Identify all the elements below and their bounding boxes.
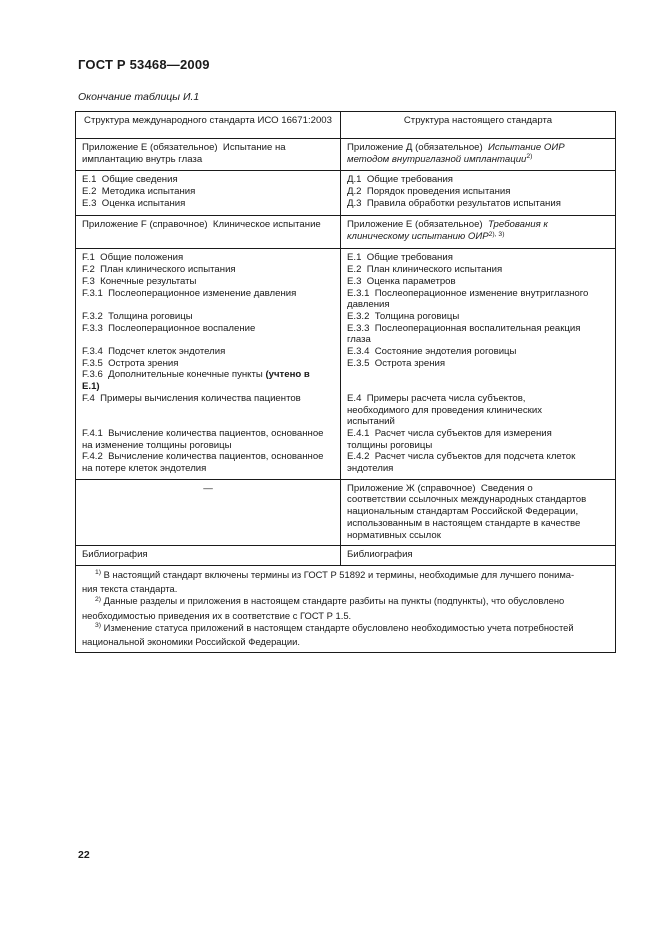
text-segment: F.3.2 Толщина роговицы	[82, 310, 193, 322]
text-segment: F.4 Примеры вычисления количества пациентов	[82, 392, 301, 404]
text-line	[347, 276, 609, 288]
footnote-1	[82, 569, 609, 595]
cell-iso-bibliography	[76, 546, 341, 566]
cell-iso-appendix-f	[76, 216, 341, 249]
text-segment: использованным в настоящем стандарте в качестве	[347, 517, 581, 529]
text-segment: Д.2 Порядок проведения испытания	[347, 186, 511, 198]
text-segment: на потере клеток эндотелия	[82, 463, 207, 475]
text-line	[82, 463, 334, 475]
text-segment: Приложение Ж (справочное) Сведения о	[347, 482, 533, 494]
text-segment: Е.3.5 Острота зрения	[347, 357, 446, 369]
cell-ru-appendix-e	[341, 216, 616, 249]
text-line	[347, 174, 609, 186]
text-line	[347, 506, 609, 518]
doc-code-title: ГОСТ Р 53468—2009	[78, 57, 210, 72]
text-line	[347, 451, 609, 463]
text-line	[347, 369, 609, 381]
table-row	[76, 546, 616, 566]
table-row	[76, 171, 616, 216]
text-segment: клиническому испытанию ОИР	[347, 231, 489, 243]
table-row	[76, 479, 616, 546]
text-line	[347, 494, 609, 506]
text-segment: F.3.6 Дополнительные конечные пункты	[82, 369, 266, 381]
text-line	[347, 323, 609, 335]
text-segment: имплантацию внутрь глаза	[82, 153, 203, 165]
cell-ru-appendix-e-items	[341, 249, 616, 479]
table-row	[76, 216, 616, 249]
text-line	[347, 518, 609, 530]
text-line	[347, 405, 609, 417]
text-line	[347, 416, 609, 428]
text-segment: Е.3.1 Послеоперационное изменение внутриглазного	[347, 287, 589, 299]
text-line	[82, 405, 334, 417]
text-segment: Е.4 Примеры расчета числа субъектов,	[347, 392, 526, 404]
text-line	[347, 346, 609, 358]
text-segment: Библиография	[82, 549, 148, 561]
text-line	[82, 198, 334, 210]
text-segment: Е.4.2 Расчет числа субъектов для подсчета клеток	[347, 451, 576, 463]
text-segment: (учтено в	[265, 369, 310, 381]
footnotes-cell	[76, 565, 616, 652]
text-segment: F.2 План клинического испытания	[82, 264, 236, 276]
footnote-2	[82, 595, 609, 621]
text-segment: Приложение Е (обязательное)	[347, 219, 488, 231]
text-line	[82, 583, 609, 595]
text-segment: Е.3.4 Состояние эндотелия роговицы	[347, 346, 517, 358]
text-line	[82, 142, 334, 154]
text-line	[82, 154, 334, 166]
text-segment: Приложение Д (обязательное)	[347, 142, 489, 153]
text-segment: F.3 Конечные результаты	[82, 275, 197, 287]
text-line	[347, 483, 609, 495]
text-line	[82, 186, 334, 198]
text-segment: Приложение F (справочное) Клиническое испытание	[82, 219, 321, 231]
text-line	[82, 323, 334, 335]
comparison-table	[75, 111, 616, 653]
text-line	[347, 198, 609, 210]
text-line	[347, 219, 609, 231]
table-row	[76, 249, 616, 479]
footnote-marker: 2)	[95, 595, 102, 603]
text-line	[82, 381, 334, 393]
text-segment: Е.1 Общие требования	[347, 252, 453, 264]
text-segment: F.3.4 Подсчет клеток эндотелия	[82, 346, 226, 358]
text-segment: Е.2 Методика испытания	[82, 186, 196, 198]
text-line	[347, 381, 609, 393]
text-line	[82, 346, 334, 358]
text-segment: нормативных ссылок	[347, 529, 441, 541]
header-cell-iso-structure: Структура международного стандарта ИСО 16671:2003	[76, 112, 341, 139]
text-line	[347, 358, 609, 370]
text-line	[347, 264, 609, 276]
cell-iso-appendix-f-items	[76, 249, 341, 479]
text-segment: F.4.1 Вычисление количества пациентов, основанное	[82, 427, 324, 439]
text-line	[82, 483, 334, 495]
text-line	[82, 288, 334, 300]
cell-ru-appendix-d	[341, 139, 616, 171]
text-segment: национальным стандартам Российской Федерации,	[347, 506, 579, 518]
text-segment: Е.3 Оценка параметров	[347, 275, 456, 287]
text-line	[82, 595, 609, 609]
text-line	[347, 288, 609, 300]
text-segment: Изменение статуса приложений в настоящем стандарте обусловлено необходимостью учета потребностей	[101, 621, 574, 633]
text-segment: F.3.3 Послеоперационное воспаление	[82, 322, 256, 334]
page-number: 22	[78, 849, 90, 861]
cell-ru-appendix-zh	[341, 479, 616, 546]
text-line	[82, 311, 334, 323]
text-line	[347, 154, 609, 167]
text-segment: В настоящий стандарт включены термины из ГОСТ Р 51892 и термины, необходимые для лучшего понима-	[101, 568, 575, 580]
text-segment: Д.1 Общие требования	[347, 174, 454, 186]
text-segment: Е.1)	[82, 381, 100, 393]
text-line	[82, 299, 334, 311]
text-line	[82, 636, 609, 648]
footnote-marker: 3)	[95, 622, 102, 630]
text-line	[347, 231, 609, 244]
text-line	[82, 440, 334, 452]
text-segment: соответствии ссылочных международных стандартов	[347, 494, 587, 506]
footnote-3	[82, 622, 609, 648]
text-line	[347, 393, 609, 405]
text-line	[347, 299, 609, 311]
text-segment: Е.1 Общие сведения	[82, 174, 178, 186]
text-line	[82, 334, 334, 346]
text-segment: методом внутриглазной имплантации	[347, 153, 527, 165]
text-segment: глаза	[347, 334, 371, 346]
text-line	[82, 393, 334, 405]
text-segment: национальной экономики Российской Федерации.	[82, 636, 300, 647]
footnote-marker: 2), 3)	[488, 230, 505, 238]
text-segment: толщины роговицы	[347, 439, 433, 451]
text-segment: Требования к	[487, 219, 548, 231]
text-line	[347, 530, 609, 542]
text-line	[347, 334, 609, 346]
text-line	[82, 358, 334, 370]
text-segment: на изменение толщины роговицы	[82, 439, 232, 451]
text-line	[82, 276, 334, 288]
text-segment: F.3.1 Послеоперационное изменение давления	[82, 287, 297, 299]
text-line	[347, 252, 609, 264]
text-segment: F.4.2 Вычисление количества пациентов, основанное	[82, 451, 324, 463]
text-segment	[82, 569, 95, 580]
text-segment: F.3.5 Острота зрения	[82, 357, 179, 369]
cell-iso-appendix-e	[76, 139, 341, 171]
text-line	[82, 549, 334, 561]
text-segment: ния текста стандарта.	[82, 583, 178, 595]
text-line	[347, 311, 609, 323]
text-line	[347, 463, 609, 475]
text-segment: Е.4.1 Расчет числа субъектов для измерения	[347, 427, 552, 439]
cell-iso-appendix-e-items	[76, 171, 341, 216]
text-segment: —	[203, 482, 213, 494]
text-line	[82, 219, 334, 231]
cell-ru-appendix-d-items	[341, 171, 616, 216]
text-line	[82, 451, 334, 463]
text-line	[82, 264, 334, 276]
text-segment: Е.2 План клинического испытания	[347, 264, 503, 276]
text-line	[82, 252, 334, 264]
table-footnotes-row	[76, 565, 616, 652]
text-line	[347, 428, 609, 440]
text-segment: Данные разделы и приложения в настоящем стандарте разбиты на пункты (подпункты), что обусловлено	[101, 595, 565, 607]
text-line	[347, 440, 609, 452]
text-line	[82, 369, 334, 381]
text-line	[347, 549, 609, 561]
text-segment: испытаний	[347, 416, 395, 428]
text-line	[82, 416, 334, 428]
text-segment: Е.3.2 Толщина роговицы	[347, 310, 460, 322]
header-cell-ru-structure: Структура настоящего стандарта	[341, 112, 616, 139]
text-segment	[82, 595, 95, 606]
table-header-row	[76, 112, 616, 139]
text-segment: эндотелия	[347, 463, 394, 475]
text-segment: Е.3.3 Послеоперационная воспалительная реакция	[347, 322, 581, 334]
text-line	[82, 174, 334, 186]
text-segment: Приложение Е (обязательное) Испытание на	[82, 142, 286, 153]
footnote-marker: 2)	[526, 153, 533, 161]
text-line	[82, 428, 334, 440]
text-line	[82, 622, 609, 636]
footnote-marker: 1)	[95, 569, 102, 577]
text-line	[82, 610, 609, 622]
text-segment: Испытание ОИР	[488, 142, 565, 153]
text-line	[347, 142, 609, 154]
text-line	[347, 186, 609, 198]
cell-ru-bibliography	[341, 546, 616, 566]
table-caption: Окончание таблицы И.1	[78, 91, 200, 103]
text-segment: Библиография	[347, 549, 413, 561]
text-line	[82, 569, 609, 583]
text-segment	[82, 622, 95, 633]
table-row	[76, 139, 616, 171]
text-segment: необходимого для проведения клинических	[347, 404, 543, 416]
cell-iso-empty-dash	[76, 479, 341, 546]
text-segment: необходимостью приведения их в соответствие с ГОСТ Р 1.5.	[82, 609, 352, 621]
text-segment: давления	[347, 299, 390, 311]
text-segment: Д.3 Правила обработки результатов испытания	[347, 197, 561, 209]
text-segment: Е.3 Оценка испытания	[82, 197, 186, 209]
text-segment: F.1 Общие положения	[82, 252, 184, 264]
